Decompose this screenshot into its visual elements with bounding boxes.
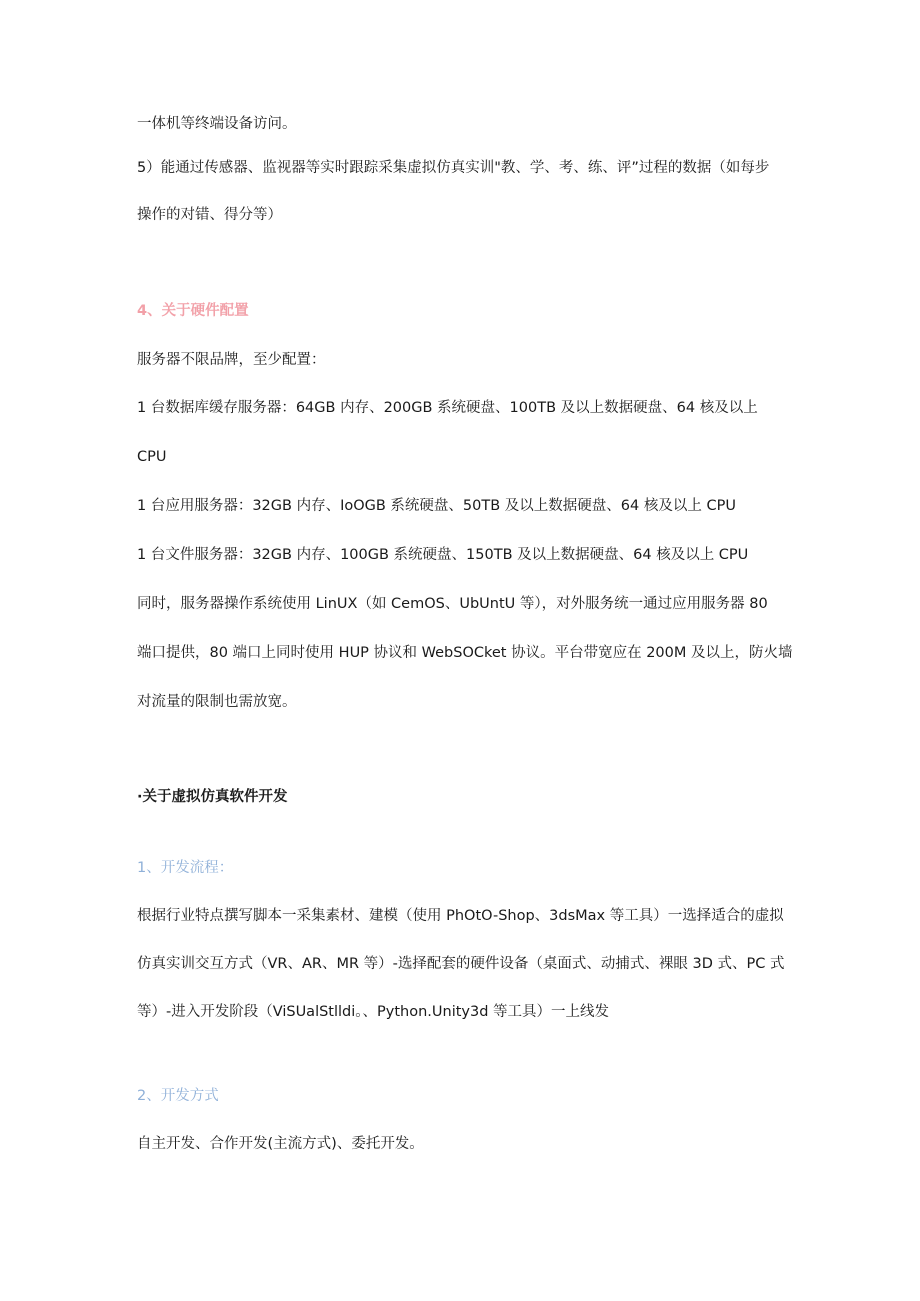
paragraph-line: 端口提供，80 端口上同时使用 HUP 协议和 WebSOCket 协议。平台带宽应在 200M 及以上，防火墙 bbox=[137, 645, 793, 661]
paragraph-line: CPU bbox=[137, 449, 167, 465]
paragraph-line: 操作的对错、得分等） bbox=[137, 207, 282, 223]
paragraph-line: 1 台应用服务器：32GB 内存、IoOGB 系统硬盘、50TB 及以上数据硬盘、64 核及以上 CPU bbox=[137, 498, 736, 514]
paragraph-line: 服务器不限品牌，至少配置： bbox=[137, 352, 326, 368]
paragraph-line: 自主开发、合作开发(主流方式)、委托开发。 bbox=[137, 1136, 424, 1152]
subsection-heading-process: 1、开发流程： bbox=[137, 860, 234, 876]
paragraph-line: 1 台数据库缓存服务器：64GB 内存、200GB 系统硬盘、100TB 及以上数据硬盘、64 核及以上 bbox=[137, 400, 758, 416]
paragraph-line: 5）能通过传感器、监视器等实时跟踪采集虚拟仿真实训"教、学、考、练、评”过程的数据（如每步 bbox=[137, 160, 770, 176]
paragraph-line: 一体机等终端设备访问。 bbox=[137, 116, 297, 132]
paragraph-line: 仿真实训交互方式（VR、AR、MR 等）-选择配套的硬件设备（桌面式、动捕式、裸眼 3D 式、PC 式 bbox=[137, 956, 785, 972]
section-heading-software: ·关于虚拟仿真软件开发 bbox=[137, 789, 288, 805]
paragraph-line: 等）-进入开发阶段（ViSUalStlldi。、Python.Unity3d 等工具）一上线发 bbox=[137, 1004, 610, 1020]
section-heading-hardware: 4、关于硬件配置 bbox=[137, 303, 249, 319]
paragraph-line: 对流量的限制也需放宽。 bbox=[137, 694, 297, 710]
paragraph-line: 1 台文件服务器：32GB 内存、100GB 系统硬盘、150TB 及以上数据硬盘、64 核及以上 CPU bbox=[137, 547, 749, 563]
paragraph-line: 同时，服务器操作系统使用 LinUX（如 CemOS、UbUntU 等），对外服务统一通过应用服务器 80 bbox=[137, 596, 768, 612]
subsection-heading-method: 2、开发方式 bbox=[137, 1088, 219, 1104]
paragraph-line: 根据行业特点撰写脚本一采集素材、建模（使用 PhOtO-Shop、3dsMax 等工具）一选择适合的虚拟 bbox=[137, 908, 784, 924]
